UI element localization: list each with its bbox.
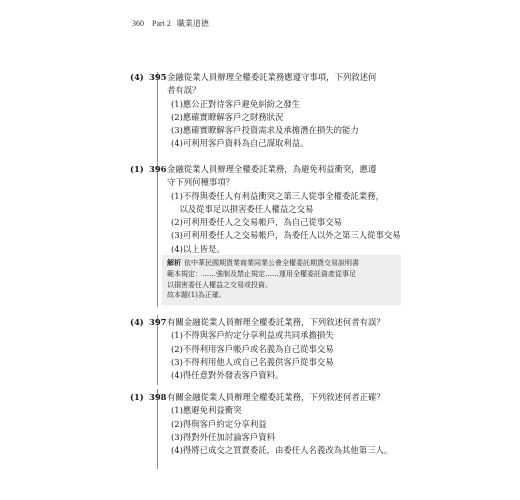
option: (2)可利用委任人之交易帳戶，為自己從事交易 <box>171 217 342 228</box>
option: (4)得將已成交之買賣委託，由委任人名義改為其他第三人。 <box>171 445 393 456</box>
question-stem <box>167 391 430 404</box>
stem-line: 者有誤？ <box>167 85 201 96</box>
options <box>171 190 430 256</box>
question-stem <box>167 316 430 329</box>
question-stem <box>167 71 430 98</box>
option: (1)應公正對待客戶避免糾紛之發生 <box>171 98 301 109</box>
explanation-line: 故本題(1)為正確。 <box>167 291 226 300</box>
stem-line: 金融從業人員辦理全權委託業務，為避免利益衝突，應遵 <box>167 164 377 174</box>
question-398 <box>130 391 430 457</box>
part-label: Part 2 <box>152 19 171 28</box>
question-395 <box>130 71 430 151</box>
option: (2)得與客戶約定分享利益 <box>171 418 267 429</box>
explanation-line: 範本規定：……強制及禁止規定……運用全權委託資產從事足 <box>167 269 356 278</box>
option: (2)不得利用客戶帳戶或名義為自己從事交易 <box>171 343 334 354</box>
options <box>171 329 430 382</box>
explanation-line: 以損害委任人權益之交易或投資。 <box>167 280 272 289</box>
option: (3)得對外任加討論客戶資料 <box>171 431 275 442</box>
option: (4)得任意對外發表客戶資料。 <box>171 370 284 381</box>
question-number: 396 <box>149 164 167 174</box>
answer-key: (1) <box>130 164 144 174</box>
page-number: 360 <box>132 19 144 28</box>
chapter-title: 職業道德 <box>176 19 209 28</box>
option: (2)應確實瞭解客戶之財務狀況 <box>171 111 284 122</box>
option: (4)可利用客戶資料為自己謀取利益。 <box>171 138 309 149</box>
stem-line: 有關金融從業人員辦理全權委託業務，下列敘述何者正確？ <box>167 392 385 402</box>
answer-key: (1) <box>130 392 144 402</box>
option: (1)應避免利益衝突 <box>171 405 242 416</box>
stem-line: 金融從業人員辦理全權委託業務應遵守事項，下列敘述何 <box>167 72 377 82</box>
explanation-label: 解析 <box>167 258 181 267</box>
option: (3)應確實瞭解客戶投資需求及承擔潛在損失的能力 <box>171 125 359 136</box>
options <box>171 404 430 457</box>
question-397 <box>130 316 430 382</box>
explanation-line: 依中華民國期貨業商業同業公會全權委託期貨交易說明書 <box>184 259 359 267</box>
explanation-box <box>162 255 401 305</box>
question-number: 397 <box>149 317 167 327</box>
options <box>171 98 430 151</box>
question-stem <box>167 163 430 190</box>
option: (3)不得利用他人或自己名義供客戶從事交易 <box>171 356 334 367</box>
stem-line: 有關金融從業人員辦理全權委託業務，下列敘述何者有誤？ <box>167 317 385 327</box>
option: (3)可利用委任人之交易帳戶，為委任人以外之第三人從事交易 <box>171 230 401 241</box>
answer-key: (4) <box>130 72 144 82</box>
question-number: 398 <box>149 392 167 402</box>
option: (1)不得與客戶約定分享利益或共同承擔損失 <box>171 330 334 341</box>
option: (4)以上皆是。 <box>171 243 225 254</box>
option: 以及從事足以損害委任人權益之交易 <box>171 203 314 214</box>
answer-key: (4) <box>130 317 144 327</box>
running-header <box>132 18 209 29</box>
question-number: 395 <box>149 72 167 82</box>
option: (1)不得與委任人有利益衝突之第三人從事全權委託業務， <box>171 190 384 201</box>
stem-line: 守下列何種事項？ <box>167 177 234 188</box>
question-396 <box>130 163 430 256</box>
